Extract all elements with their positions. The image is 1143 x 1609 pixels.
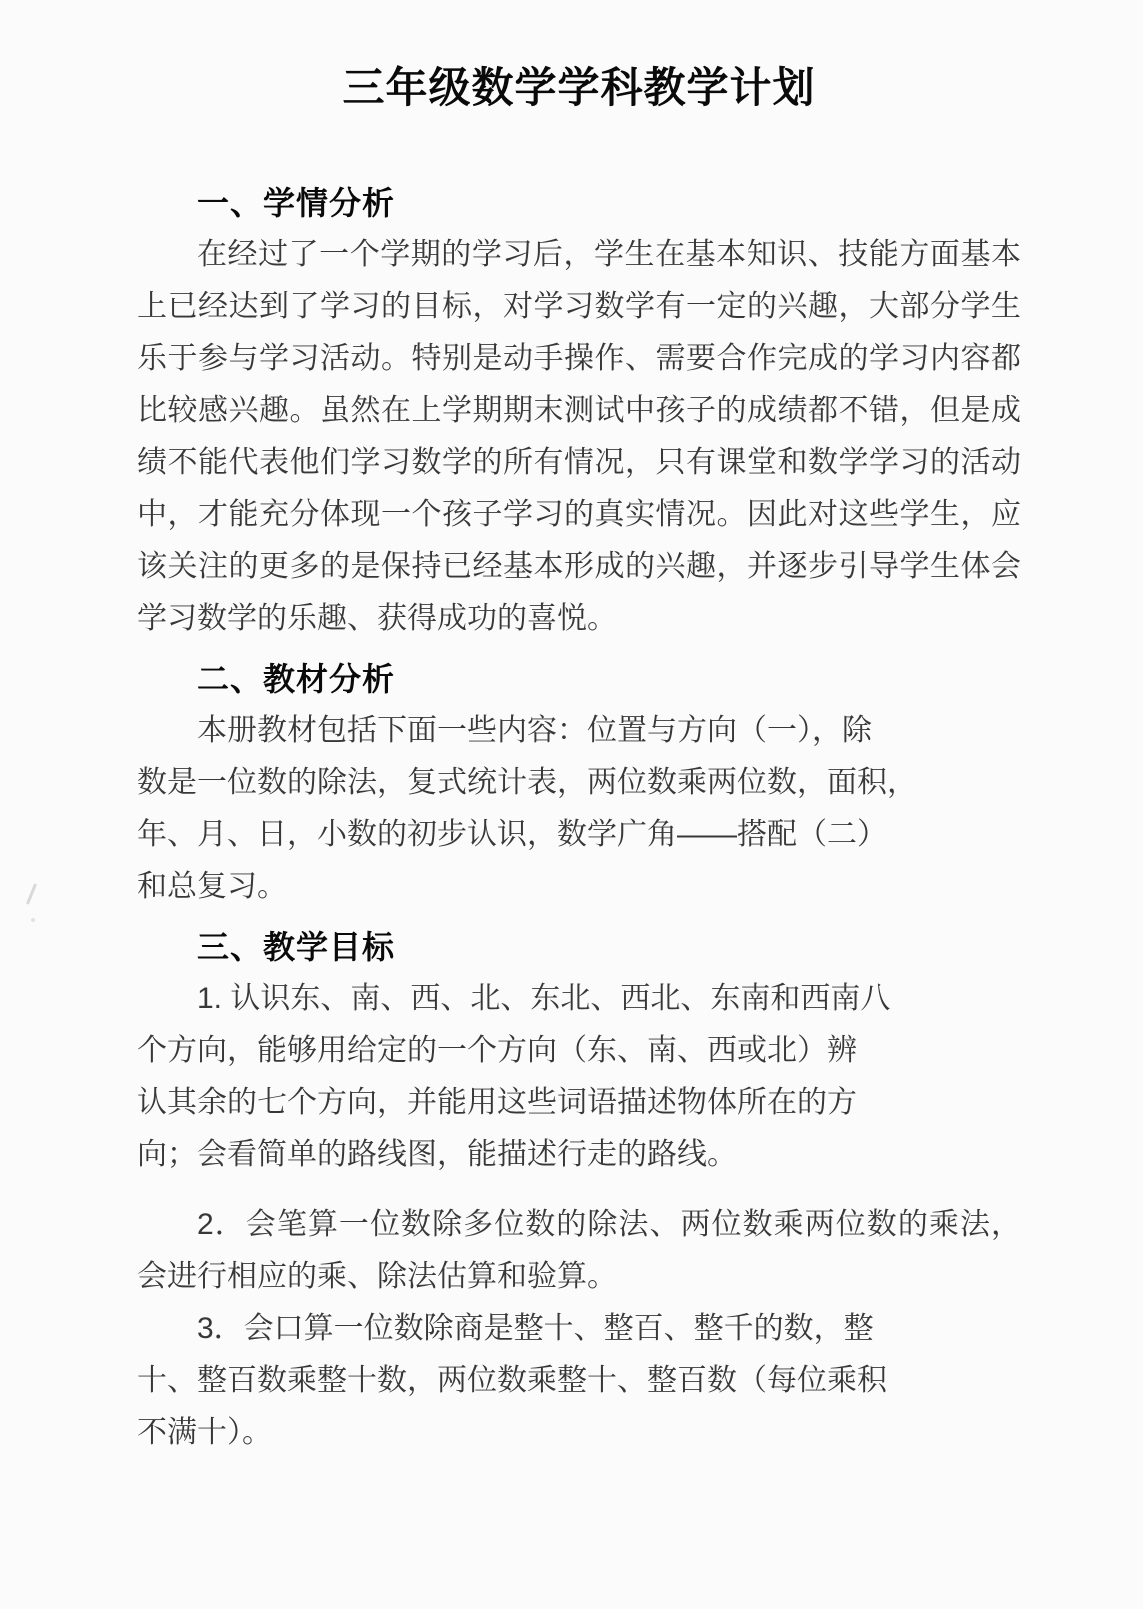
text-line: 学习数学的乐趣、获得成功的喜悦。 — [137, 602, 617, 635]
scan-smudge-artifact — [26, 883, 37, 905]
paragraph — [137, 1303, 1021, 1459]
page-title: 三年级数学学科教学计划 — [342, 64, 816, 111]
text-line: 该关注的更多的是保持已经基本形成的兴趣，并逐步引导学生体会 — [137, 550, 1021, 583]
paragraph — [137, 229, 1021, 645]
paragraph — [137, 1199, 1021, 1303]
text-line: 绩不能代表他们学习数学的所有情况，只有课堂和数学学习的活动 — [137, 446, 1021, 479]
text-line: 1. 认识东、南、西、北、东北、西北、东南和西南八 — [197, 982, 891, 1015]
paragraph — [137, 705, 1021, 913]
text-line: 比较感兴趣。虽然在上学期期末测试中孩子的成绩都不错，但是成 — [137, 394, 1021, 427]
text-line: 个方向，能够用给定的一个方向（东、南、西或北）辨 — [137, 1034, 857, 1067]
text-line: 十、整百数乘整十数，两位数乘整十、整百数（每位乘积 — [137, 1364, 887, 1397]
paragraph — [137, 973, 1021, 1181]
section-heading: 一、学情分析 — [197, 185, 396, 221]
text-line: 数是一位数的除法，复式统计表，两位数乘两位数，面积， — [137, 766, 917, 799]
document-content — [137, 0, 1021, 1459]
text-line: 2．会笔算一位数除多位数的除法、两位数乘两位数的乘法， — [197, 1208, 1021, 1241]
text-line: 乐于参与学习活动。特别是动手操作、需要合作完成的学习内容都 — [137, 342, 1021, 375]
text-line: 中，才能充分体现一个孩子学习的真实情况。因此对这些学生，应 — [137, 498, 1021, 531]
text-line: 3．会口算一位数除商是整十、整百、整千的数，整 — [197, 1312, 874, 1345]
scan-dot-artifact — [31, 918, 35, 922]
text-line: 和总复习。 — [137, 870, 287, 903]
text-line: 不满十）。 — [137, 1416, 272, 1449]
text-line: 上已经达到了学习的目标，对学习数学有一定的兴趣，大部分学生 — [137, 290, 1021, 323]
text-line: 本册教材包括下面一些内容：位置与方向（一），除 — [197, 714, 872, 747]
text-line: 会进行相应的乘、除法估算和验算。 — [137, 1260, 617, 1293]
text-line: 认其余的七个方向，并能用这些词语描述物体所在的方 — [137, 1086, 857, 1119]
section-heading: 三、教学目标 — [197, 929, 396, 965]
text-line: 在经过了一个学期的学习后，学生在基本知识、技能方面基本 — [197, 238, 1021, 271]
text-line: 年、月、日，小数的初步认识，数学广角——搭配（二） — [137, 818, 887, 851]
text-line: 向；会看简单的路线图，能描述行走的路线。 — [137, 1138, 737, 1171]
sections-container — [137, 177, 1021, 1459]
section-heading: 二、教材分析 — [197, 661, 396, 697]
